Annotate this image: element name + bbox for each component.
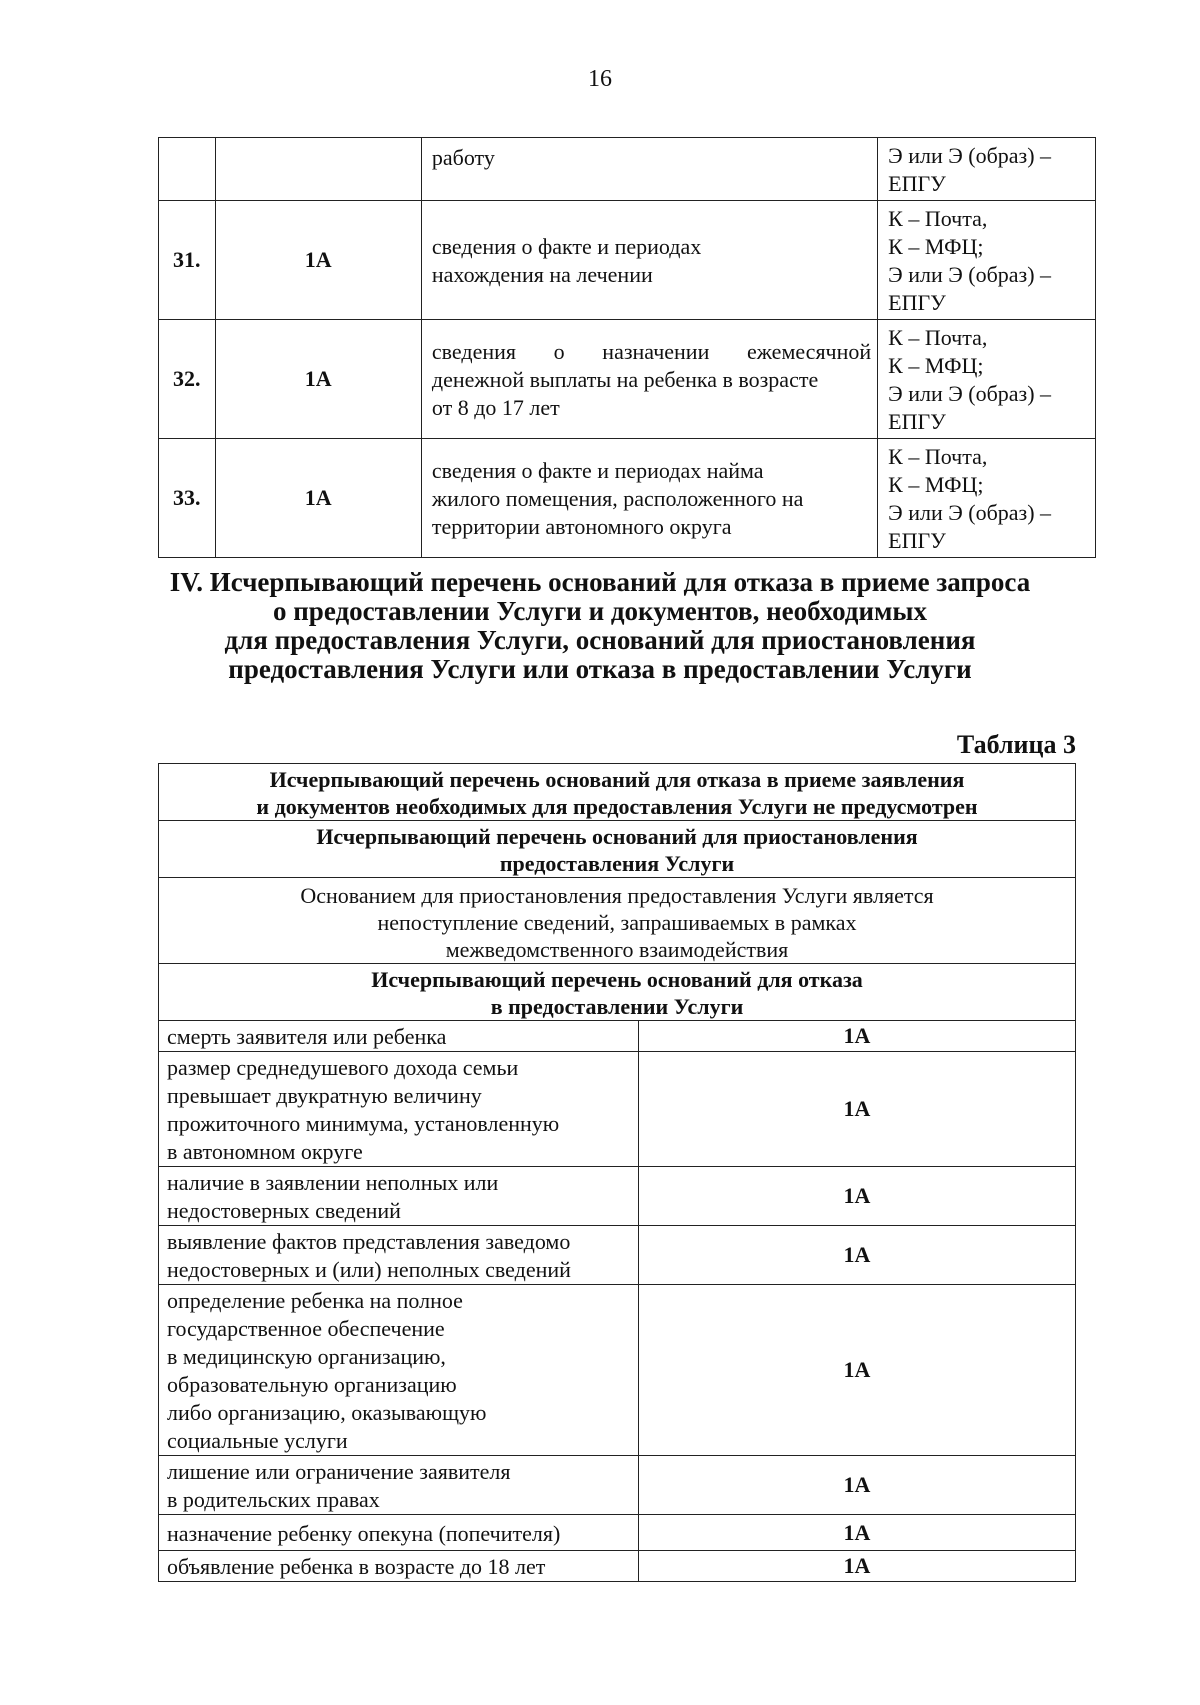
reason-code: 1А: [639, 1167, 1076, 1226]
table-row: [159, 138, 1096, 201]
row-code: 1А: [215, 201, 421, 320]
reason-code: 1А: [639, 1285, 1076, 1456]
table-row: [159, 821, 1076, 878]
reason-text: назначение ребенку опекуна (попечителя): [159, 1515, 639, 1551]
row-info: сведения о факте и периодах нахождения на лечении: [421, 201, 877, 320]
table-row: [159, 1167, 1076, 1226]
row-ways: К – Почта, К – МФЦ; Э или Э (образ) – ЕПГУ: [878, 320, 1096, 439]
table-row: [159, 764, 1076, 821]
page-number: 16: [588, 66, 612, 92]
table-row: [159, 1052, 1076, 1167]
table-row: [159, 1456, 1076, 1515]
reason-code: 1А: [639, 1226, 1076, 1285]
row-info: сведения о назначении ежемесячной денежной выплаты на ребенка в возрасте от 8 до 17 лет: [421, 320, 877, 439]
table-row: [159, 878, 1076, 964]
table-row: [159, 320, 1096, 439]
table-row: [159, 1226, 1076, 1285]
row-code: [215, 138, 421, 201]
table-row: [159, 201, 1096, 320]
reason-text: определение ребенка на полное государственное обеспечение в медицинскую организацию, образовательную организацию либо организацию, оказывающую социальные услуги: [159, 1285, 639, 1456]
reason-code: 1А: [639, 1551, 1076, 1582]
reason-text: лишение или ограничение заявителя в родительских правах: [159, 1456, 639, 1515]
reason-text: размер среднедушевого дохода семьи превышает двукратную величину прожиточного минимума, установленную в автономном округе: [159, 1052, 639, 1167]
row-ways: К – Почта, К – МФЦ; Э или Э (образ) – ЕПГУ: [878, 201, 1096, 320]
reason-code: 1А: [639, 1052, 1076, 1167]
header-refusal: Исчерпывающий перечень оснований для отказа в предоставлении Услуги: [159, 964, 1076, 1021]
header-suspension: Исчерпывающий перечень оснований для приостановления предоставления Услуги: [159, 821, 1076, 878]
table-row: [159, 1285, 1076, 1456]
reason-text: объявление ребенка в возрасте до 18 лет: [159, 1551, 639, 1582]
reason-text: смерть заявителя или ребенка: [159, 1021, 639, 1052]
header-refusal-reception: Исчерпывающий перечень оснований для отказа в приеме заявления и документов необходимых для предоставления Услуги не предусмотрен: [159, 764, 1076, 821]
table-row: [159, 1551, 1076, 1582]
reason-text: наличие в заявлении неполных или недостоверных сведений: [159, 1167, 639, 1226]
row-number: 32.: [159, 320, 216, 439]
row-info: сведения о факте и периодах найма жилого помещения, расположенного на территории автономного округа: [421, 439, 877, 558]
row-ways: Э или Э (образ) – ЕПГУ: [878, 138, 1096, 201]
row-ways: К – Почта, К – МФЦ; Э или Э (образ) – ЕПГУ: [878, 439, 1096, 558]
row-number: 33.: [159, 439, 216, 558]
section-title: IV. Исчерпывающий перечень оснований для отказа в приеме запроса о предоставлении Услуги и документов, необходимых для предоставления Услуги, оснований для приостановления предоставления Услуги или отказа в предоставлении Услуги: [169, 567, 1031, 684]
reason-code: 1А: [639, 1515, 1076, 1551]
table-row: [159, 1515, 1076, 1551]
table-row: [159, 439, 1096, 558]
reason-code: 1А: [639, 1021, 1076, 1052]
reason-text: выявление фактов представления заведомо недостоверных и (или) неполных сведений: [159, 1226, 639, 1285]
reason-code: 1А: [639, 1456, 1076, 1515]
row-info: работу: [421, 138, 877, 201]
row-code: 1А: [215, 320, 421, 439]
row-number: 31.: [159, 201, 216, 320]
row-code: 1А: [215, 439, 421, 558]
table-3: [158, 763, 1076, 1582]
suspension-text: Основанием для приостановления предоставления Услуги является непоступление сведений, запрашиваемых в рамках межведомственного взаимодействия: [159, 878, 1076, 964]
row-number: [159, 138, 216, 201]
table-continued: [158, 137, 1096, 558]
table-row: [159, 1021, 1076, 1052]
table-row: [159, 964, 1076, 1021]
table-label: Таблица 3: [956, 730, 1076, 759]
